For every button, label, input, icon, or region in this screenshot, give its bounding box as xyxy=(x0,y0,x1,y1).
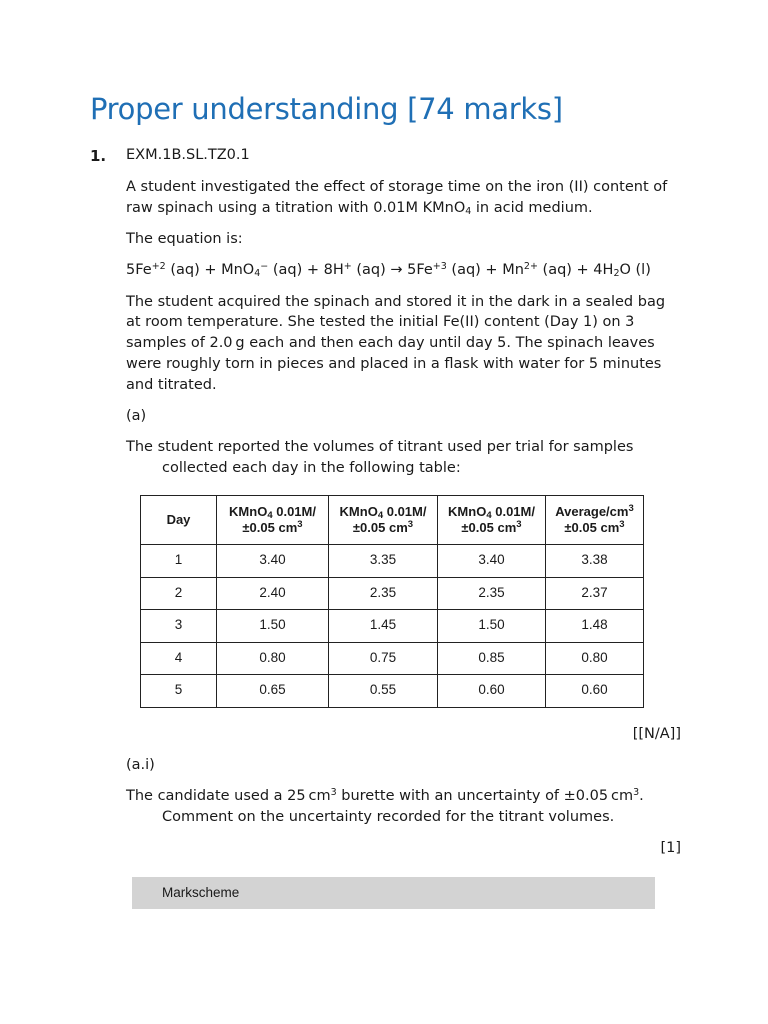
day-cell: 1 xyxy=(141,545,217,578)
part-a-label: (a) xyxy=(126,408,147,425)
header-trial-3: KMnO$_4$ 0.01M/ ±0.05 $cm^3$ xyxy=(438,496,546,545)
trial-cell: 3.40 xyxy=(438,545,546,578)
trial-cell: 0.60 xyxy=(438,675,546,708)
question-number: 1. xyxy=(90,147,107,165)
day-cell: 2 xyxy=(141,577,217,610)
part-a-marks: [[N/A]] xyxy=(632,725,681,742)
table-row xyxy=(141,577,644,610)
table-row xyxy=(141,545,644,578)
equation-label: The equation is: xyxy=(126,231,243,248)
trial-cell: 3.40 xyxy=(217,545,329,578)
header-trial-1: KMnO$_4$ 0.01M/ ±0.05 $cm^3$ xyxy=(217,496,329,545)
part-ai-marks: [1] xyxy=(660,840,681,857)
trial-cell: 0.65 xyxy=(217,675,329,708)
trial-cell: 0.55 xyxy=(329,675,438,708)
day-cell: 5 xyxy=(141,675,217,708)
trial-cell: 2.35 xyxy=(438,577,546,610)
trial-cell: 1.45 xyxy=(329,610,438,643)
trial-cell: 0.85 xyxy=(438,642,546,675)
average-cell: 1.48 xyxy=(546,610,644,643)
part-ai-label: (a.i) xyxy=(126,756,155,773)
trial-cell: 1.50 xyxy=(217,610,329,643)
header-day: Day xyxy=(141,496,217,545)
average-cell: 0.60 xyxy=(546,675,644,708)
question-code: EXM.1B.SL.TZ0.1 xyxy=(126,147,250,163)
day-cell: 3 xyxy=(141,610,217,643)
trial-cell: 1.50 xyxy=(438,610,546,643)
markscheme-label: Markscheme xyxy=(162,885,240,900)
intro-paragraph: A student investigated the effect of storage time on the iron (II) content of raw spinach using a titration with 0.01M KMnO$_4$ in acid medium. xyxy=(126,179,668,217)
header-trial-2: KMnO$_4$ 0.01M/ ±0.05 $cm^3$ xyxy=(329,496,438,545)
chemical-equation: $5Fe^{+2}$ (aq) + MnO$_4$− (aq) + 8H+ $(aq) \to 5Fe^{+3}$ $(aq) + Mn^{2+}$ $(aq) + 4H_2O$ (l) xyxy=(126,261,651,280)
average-cell: 3.38 xyxy=(546,545,644,578)
average-cell: 0.80 xyxy=(546,642,644,675)
table-header-row xyxy=(141,496,644,545)
question-body xyxy=(126,177,681,870)
trial-cell: 2.40 xyxy=(217,577,329,610)
page-title: Proper understanding [74 marks] xyxy=(90,92,563,126)
procedure-paragraph: The student acquired the spinach and stored it in the dark in a sealed bag at room temperature. She tested the initial Fe(II) content (Day 1) on 3 samples of 2.0 g each and then each day until day 5. The spinach leaves were roughly torn in pieces and placed in a flask with water for 5 minutes and titrated. xyxy=(126,293,666,393)
trial-cell: 0.80 xyxy=(217,642,329,675)
day-cell: 4 xyxy=(141,642,217,675)
average-cell: 2.37 xyxy=(546,577,644,610)
trial-cell: 0.75 xyxy=(329,642,438,675)
trial-cell: 3.35 xyxy=(329,545,438,578)
part-ai-text: The candidate used a 25 $cm^3$ burette with an uncertainty of ±0.05 $cm^3$. Comment on the uncertainty recorded for the titrant volumes. xyxy=(126,787,644,825)
part-a-text: The student reported the volumes of titrant used per trial for samples collected each day in the following table: xyxy=(126,439,634,477)
table-row xyxy=(141,642,644,675)
trial-cell: 2.35 xyxy=(329,577,438,610)
titration-table xyxy=(140,495,644,708)
markscheme-toggle[interactable] xyxy=(132,877,655,909)
table-row xyxy=(141,610,644,643)
header-average: Average/$cm^3$ ±0.05 $cm^3$ xyxy=(546,496,644,545)
table-row xyxy=(141,675,644,708)
